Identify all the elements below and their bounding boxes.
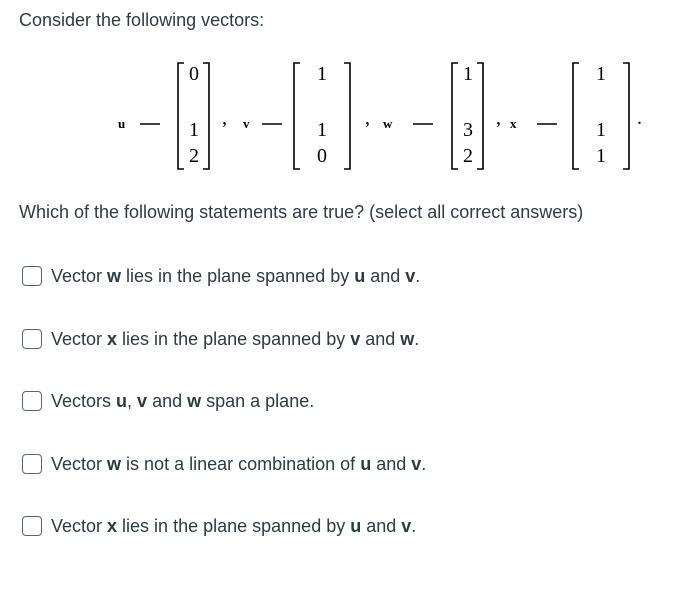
option-1[interactable] [22, 264, 420, 288]
x-entry-2: 1 [596, 119, 606, 141]
vector-definitions [0, 55, 686, 175]
terminator: . [637, 107, 642, 129]
separator-2: , [365, 107, 370, 129]
w-entry-1: 1 [463, 63, 473, 85]
u-entry-2: 1 [189, 119, 199, 141]
vector-u-label: u [118, 116, 126, 131]
vector-v-label: v [243, 116, 250, 131]
v-entry-2: 1 [317, 119, 327, 141]
option-5-label: Vector x lies in the plane spanned by u and v. [51, 516, 417, 536]
bracket-lines [0, 55, 686, 175]
option-3-checkbox[interactable] [22, 391, 42, 411]
x-entry-3: 1 [596, 145, 606, 167]
v-entry-1: 1 [317, 63, 327, 85]
x-entry-1: 1 [596, 63, 606, 85]
option-5[interactable] [22, 514, 416, 538]
option-2-checkbox[interactable] [22, 329, 42, 349]
v-entry-3: 0 [317, 145, 327, 167]
x-right-bracket [623, 63, 629, 169]
intro-text: Consider the following vectors: [19, 10, 265, 30]
question-text: Which of the following statements are true? (select all correct answers) [19, 202, 584, 222]
vector-w-label: w [383, 116, 393, 131]
vector-x-label: x [510, 116, 517, 131]
w-entry-2: 3 [463, 119, 473, 141]
v-right-bracket [344, 63, 350, 169]
option-3[interactable] [22, 389, 314, 413]
option-4-checkbox[interactable] [22, 454, 42, 474]
option-1-checkbox[interactable] [22, 266, 42, 286]
option-2-label: Vector x lies in the plane spanned by v and w. [51, 329, 420, 349]
separator-3: , [496, 107, 501, 129]
option-5-checkbox[interactable] [22, 516, 42, 536]
option-4-label: Vector w is not a linear combination of u and v. [51, 454, 427, 474]
option-4[interactable] [22, 452, 426, 476]
v-left-bracket [294, 63, 300, 169]
separator-1: , [222, 107, 227, 129]
u-entry-1: 0 [189, 63, 199, 85]
option-3-label: Vectors u, v and w span a plane. [51, 391, 315, 411]
w-entry-3: 2 [463, 145, 473, 167]
u-entry-3: 2 [189, 145, 199, 167]
option-1-label: Vector w lies in the plane spanned by u and v. [51, 266, 421, 286]
x-left-bracket [573, 63, 579, 169]
option-2[interactable] [22, 327, 419, 351]
